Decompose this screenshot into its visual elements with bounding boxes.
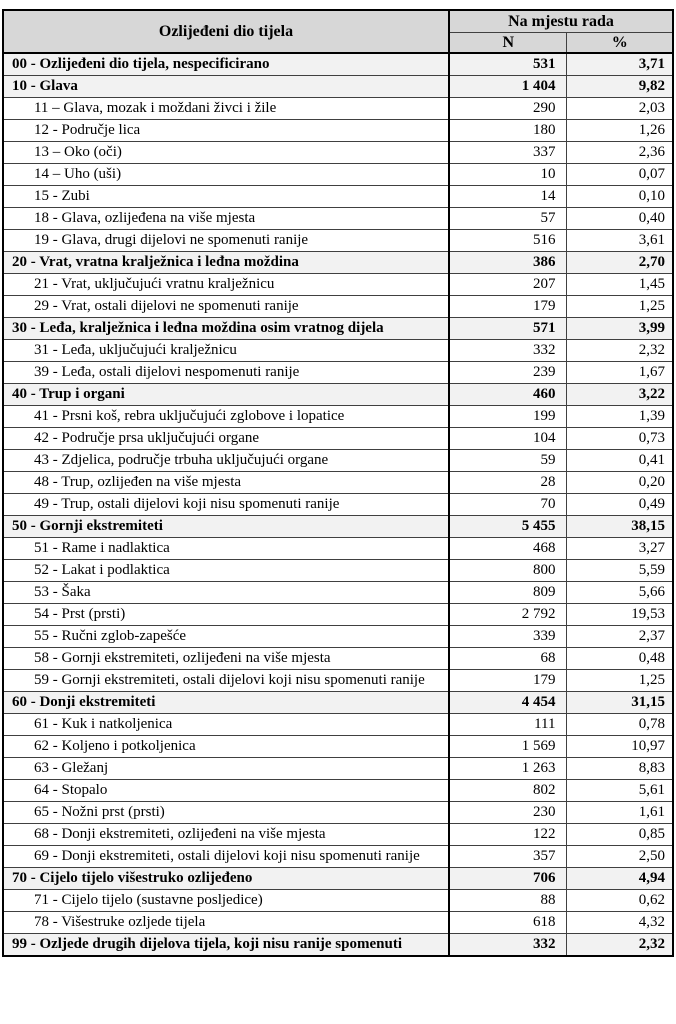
table-row-99 [3, 934, 673, 957]
percent-value: 0,73 [567, 428, 673, 450]
body-part-label: 43 - Zdjelica, područje trbuha uključujući organe [3, 450, 449, 472]
count-value: 337 [449, 142, 567, 164]
count-value: 111 [449, 714, 567, 736]
count-value: 531 [449, 53, 567, 76]
percent-value: 2,70 [567, 252, 673, 274]
count-value: 28 [449, 472, 567, 494]
count-value: 1 569 [449, 736, 567, 758]
column-header-n: N [449, 33, 567, 54]
body-part-label: 51 - Rame i nadlaktica [3, 538, 449, 560]
count-value: 88 [449, 890, 567, 912]
table-row-53 [3, 582, 673, 604]
table-row-11 [3, 98, 673, 120]
count-value: 516 [449, 230, 567, 252]
count-value: 332 [449, 934, 567, 957]
body-part-label: 13 – Oko (oči) [3, 142, 449, 164]
percent-value: 2,37 [567, 626, 673, 648]
percent-value: 3,99 [567, 318, 673, 340]
body-part-label: 68 - Donji ekstremiteti, ozlijeđeni na više mjesta [3, 824, 449, 846]
count-value: 339 [449, 626, 567, 648]
count-value: 706 [449, 868, 567, 890]
body-part-label: 59 - Gornji ekstremiteti, ostali dijelovi koji nisu spomenuti ranije [3, 670, 449, 692]
count-value: 357 [449, 846, 567, 868]
table-row-18 [3, 208, 673, 230]
count-value: 180 [449, 120, 567, 142]
body-part-label: 62 - Koljeno i potkoljenica [3, 736, 449, 758]
column-header-percent: % [567, 33, 673, 54]
percent-value: 0,48 [567, 648, 673, 670]
body-part-label: 15 - Zubi [3, 186, 449, 208]
table-row-69 [3, 846, 673, 868]
table-row-70 [3, 868, 673, 890]
table-row-52 [3, 560, 673, 582]
body-part-label: 18 - Glava, ozlijeđena na više mjesta [3, 208, 449, 230]
body-part-label: 30 - Leđa, kralježnica i leđna moždina osim vratnog dijela [3, 318, 449, 340]
column-header-body-part: Ozlijeđeni dio tijela [3, 10, 449, 53]
count-value: 230 [449, 802, 567, 824]
body-part-label: 14 – Uho (uši) [3, 164, 449, 186]
body-part-label: 53 - Šaka [3, 582, 449, 604]
percent-value: 1,67 [567, 362, 673, 384]
count-value: 207 [449, 274, 567, 296]
table-row-54 [3, 604, 673, 626]
percent-value: 3,61 [567, 230, 673, 252]
percent-value: 0,07 [567, 164, 673, 186]
table-row-19 [3, 230, 673, 252]
count-value: 70 [449, 494, 567, 516]
injury-table [2, 9, 674, 957]
percent-value: 5,59 [567, 560, 673, 582]
table-row-62 [3, 736, 673, 758]
percent-value: 5,66 [567, 582, 673, 604]
table-row-31 [3, 340, 673, 362]
body-part-label: 12 - Područje lica [3, 120, 449, 142]
percent-value: 2,03 [567, 98, 673, 120]
count-value: 460 [449, 384, 567, 406]
table-row-42 [3, 428, 673, 450]
table-row-55 [3, 626, 673, 648]
count-value: 122 [449, 824, 567, 846]
percent-value: 1,25 [567, 670, 673, 692]
count-value: 59 [449, 450, 567, 472]
count-value: 104 [449, 428, 567, 450]
table-row-61 [3, 714, 673, 736]
table-row-68 [3, 824, 673, 846]
count-value: 468 [449, 538, 567, 560]
count-value: 1 263 [449, 758, 567, 780]
body-part-label: 52 - Lakat i podlaktica [3, 560, 449, 582]
percent-value: 0,20 [567, 472, 673, 494]
body-part-label: 54 - Prst (prsti) [3, 604, 449, 626]
table-body [3, 53, 673, 956]
table-row-00 [3, 53, 673, 76]
body-part-label: 39 - Leđa, ostali dijelovi nespomenuti ranije [3, 362, 449, 384]
table-row-21 [3, 274, 673, 296]
body-part-label: 41 - Prsni koš, rebra uključujući zglobove i lopatice [3, 406, 449, 428]
percent-value: 0,62 [567, 890, 673, 912]
percent-value: 1,45 [567, 274, 673, 296]
table-row-43 [3, 450, 673, 472]
table-row-50 [3, 516, 673, 538]
table-row-48 [3, 472, 673, 494]
body-part-label: 19 - Glava, drugi dijelovi ne spomenuti ranije [3, 230, 449, 252]
percent-value: 3,22 [567, 384, 673, 406]
table-row-40 [3, 384, 673, 406]
percent-value: 0,40 [567, 208, 673, 230]
count-value: 199 [449, 406, 567, 428]
percent-value: 1,25 [567, 296, 673, 318]
body-part-label: 69 - Donji ekstremiteti, ostali dijelovi koji nisu spomenuti ranije [3, 846, 449, 868]
body-part-label: 60 - Donji ekstremiteti [3, 692, 449, 714]
table-row-78 [3, 912, 673, 934]
table-row-64 [3, 780, 673, 802]
table-row-39 [3, 362, 673, 384]
table-row-30 [3, 318, 673, 340]
table-row-63 [3, 758, 673, 780]
table-row-29 [3, 296, 673, 318]
body-part-label: 40 - Trup i organi [3, 384, 449, 406]
body-part-label: 78 - Višestruke ozljede tijela [3, 912, 449, 934]
count-value: 179 [449, 296, 567, 318]
count-value: 290 [449, 98, 567, 120]
count-value: 68 [449, 648, 567, 670]
table-row-58 [3, 648, 673, 670]
percent-value: 3,27 [567, 538, 673, 560]
body-part-label: 63 - Gležanj [3, 758, 449, 780]
body-part-label: 21 - Vrat, uključujući vratnu kralježnicu [3, 274, 449, 296]
body-part-label: 00 - Ozlijeđeni dio tijela, nespecificirano [3, 53, 449, 76]
body-part-label: 99 - Ozljede drugih dijelova tijela, koji nisu ranije spomenuti [3, 934, 449, 957]
count-value: 332 [449, 340, 567, 362]
count-value: 809 [449, 582, 567, 604]
percent-value: 0,10 [567, 186, 673, 208]
percent-value: 4,32 [567, 912, 673, 934]
body-part-label: 50 - Gornji ekstremiteti [3, 516, 449, 538]
percent-value: 2,32 [567, 340, 673, 362]
count-value: 5 455 [449, 516, 567, 538]
body-part-label: 55 - Ručni zglob-zapešće [3, 626, 449, 648]
percent-value: 10,97 [567, 736, 673, 758]
table-row-71 [3, 890, 673, 912]
percent-value: 3,71 [567, 53, 673, 76]
percent-value: 1,61 [567, 802, 673, 824]
body-part-label: 49 - Trup, ostali dijelovi koji nisu spomenuti ranije [3, 494, 449, 516]
body-part-label: 70 - Cijelo tijelo višestruko ozlijeđeno [3, 868, 449, 890]
table-row-41 [3, 406, 673, 428]
percent-value: 0,49 [567, 494, 673, 516]
percent-value: 38,15 [567, 516, 673, 538]
count-value: 10 [449, 164, 567, 186]
percent-value: 2,36 [567, 142, 673, 164]
count-value: 57 [449, 208, 567, 230]
count-value: 802 [449, 780, 567, 802]
body-part-label: 61 - Kuk i natkoljenica [3, 714, 449, 736]
percent-value: 31,15 [567, 692, 673, 714]
table-row-12 [3, 120, 673, 142]
body-part-label: 48 - Trup, ozlijeđen na više mjesta [3, 472, 449, 494]
body-part-label: 11 – Glava, mozak i moždani živci i žile [3, 98, 449, 120]
count-value: 2 792 [449, 604, 567, 626]
count-value: 14 [449, 186, 567, 208]
table-row-14 [3, 164, 673, 186]
count-value: 1 404 [449, 76, 567, 98]
table-row-13 [3, 142, 673, 164]
body-part-label: 42 - Područje prsa uključujući organe [3, 428, 449, 450]
body-part-label: 65 - Nožni prst (prsti) [3, 802, 449, 824]
column-header-group-workplace: Na mjestu rada [449, 10, 673, 33]
percent-value: 8,83 [567, 758, 673, 780]
body-part-label: 20 - Vrat, vratna kralježnica i leđna moždina [3, 252, 449, 274]
percent-value: 9,82 [567, 76, 673, 98]
table-row-15 [3, 186, 673, 208]
body-part-label: 10 - Glava [3, 76, 449, 98]
body-part-label: 29 - Vrat, ostali dijelovi ne spomenuti ranije [3, 296, 449, 318]
body-part-label: 31 - Leđa, uključujući kralježnicu [3, 340, 449, 362]
percent-value: 0,85 [567, 824, 673, 846]
body-part-label: 64 - Stopalo [3, 780, 449, 802]
percent-value: 2,50 [567, 846, 673, 868]
percent-value: 2,32 [567, 934, 673, 957]
percent-value: 1,26 [567, 120, 673, 142]
count-value: 239 [449, 362, 567, 384]
header-row-1 [3, 10, 673, 33]
percent-value: 19,53 [567, 604, 673, 626]
table-row-20 [3, 252, 673, 274]
percent-value: 5,61 [567, 780, 673, 802]
percent-value: 0,41 [567, 450, 673, 472]
percent-value: 4,94 [567, 868, 673, 890]
table-row-49 [3, 494, 673, 516]
percent-value: 0,78 [567, 714, 673, 736]
table-row-59 [3, 670, 673, 692]
count-value: 386 [449, 252, 567, 274]
table-row-60 [3, 692, 673, 714]
table-header [3, 10, 673, 53]
count-value: 4 454 [449, 692, 567, 714]
count-value: 179 [449, 670, 567, 692]
percent-value: 1,39 [567, 406, 673, 428]
count-value: 571 [449, 318, 567, 340]
body-part-label: 58 - Gornji ekstremiteti, ozlijeđeni na više mjesta [3, 648, 449, 670]
table-row-51 [3, 538, 673, 560]
body-part-label: 71 - Cijelo tijelo (sustavne posljedice) [3, 890, 449, 912]
count-value: 618 [449, 912, 567, 934]
table-row-65 [3, 802, 673, 824]
count-value: 800 [449, 560, 567, 582]
table-row-10 [3, 76, 673, 98]
